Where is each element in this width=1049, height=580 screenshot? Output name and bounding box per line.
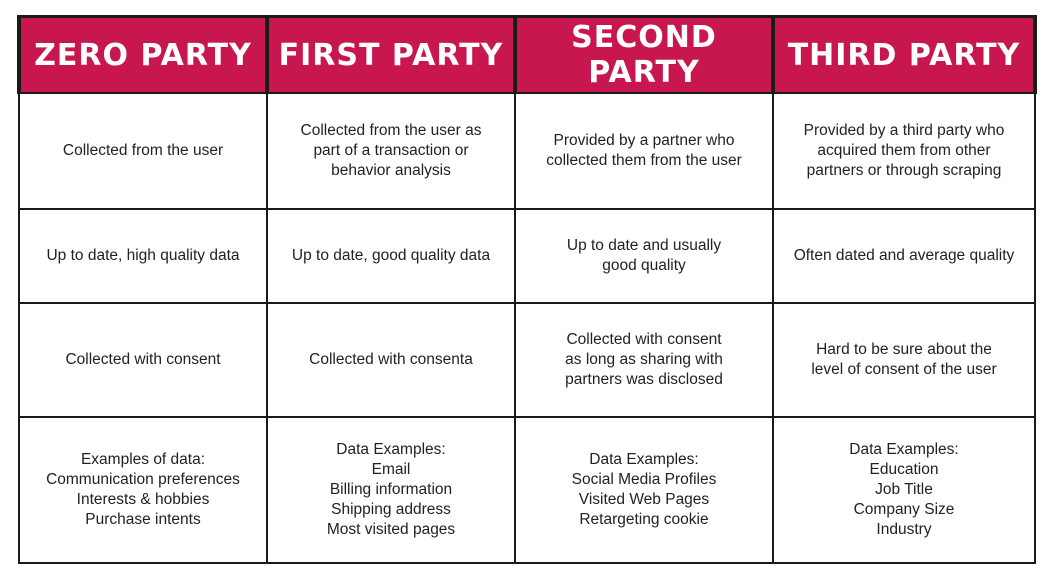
cell-first-examples [267,417,515,563]
row-source [19,93,1035,209]
cell-second-source [515,93,773,209]
cell-second-consent [515,303,773,417]
header-second-party: SECOND PARTY [515,17,773,94]
cell-text: Provided by a partner who collected them from the user [546,132,742,169]
cell-text: Data Examples: Education Job Title Company Size Industry [849,441,959,538]
comparison-table [17,15,1037,564]
cell-third-quality [773,209,1035,303]
header-first-party: FIRST PARTY [267,17,515,94]
row-quality [19,209,1035,303]
cell-third-examples [773,417,1035,563]
cell-second-examples [515,417,773,563]
cell-text: Collected with consenta [309,351,473,368]
cell-zero-source [19,93,267,209]
cell-first-source [267,93,515,209]
cell-zero-examples [19,417,267,563]
cell-first-consent [267,303,515,417]
cell-text: Hard to be sure about the level of consent of the user [811,341,997,378]
cell-text: Examples of data: Communication preferences Interests & hobbies Purchase intents [46,451,240,528]
cell-text: Up to date, good quality data [291,247,491,264]
row-examples [19,417,1035,563]
header-third-party: THIRD PARTY [773,17,1035,94]
cell-text: Collected from the user [62,142,224,159]
cell-second-quality [515,209,773,303]
cell-text: Often dated and average quality [793,247,1015,264]
cell-text: Up to date, high quality data [46,247,240,264]
cell-text: Collected from the user as part of a transaction or behavior analysis [300,122,482,179]
cell-zero-quality [19,209,267,303]
cell-first-quality [267,209,515,303]
cell-text: Data Examples: Email Billing information Shipping address Most visited pages [326,441,456,538]
cell-text: Collected with consent as long as sharing with partners was disclosed [565,331,723,388]
cell-zero-consent [19,303,267,417]
cell-text: Collected with consent [65,351,221,368]
cell-text: Provided by a third party who acquired them from other partners or through scraping [803,122,1005,179]
cell-third-consent [773,303,1035,417]
header-row [19,17,1035,94]
header-zero-party: ZERO PARTY [19,17,267,94]
cell-text: Up to date and usually good quality [566,237,722,274]
data-party-comparison [17,15,1033,561]
cell-third-source [773,93,1035,209]
cell-text: Data Examples: Social Media Profiles Visited Web Pages Retargeting cookie [571,451,717,528]
row-consent [19,303,1035,417]
